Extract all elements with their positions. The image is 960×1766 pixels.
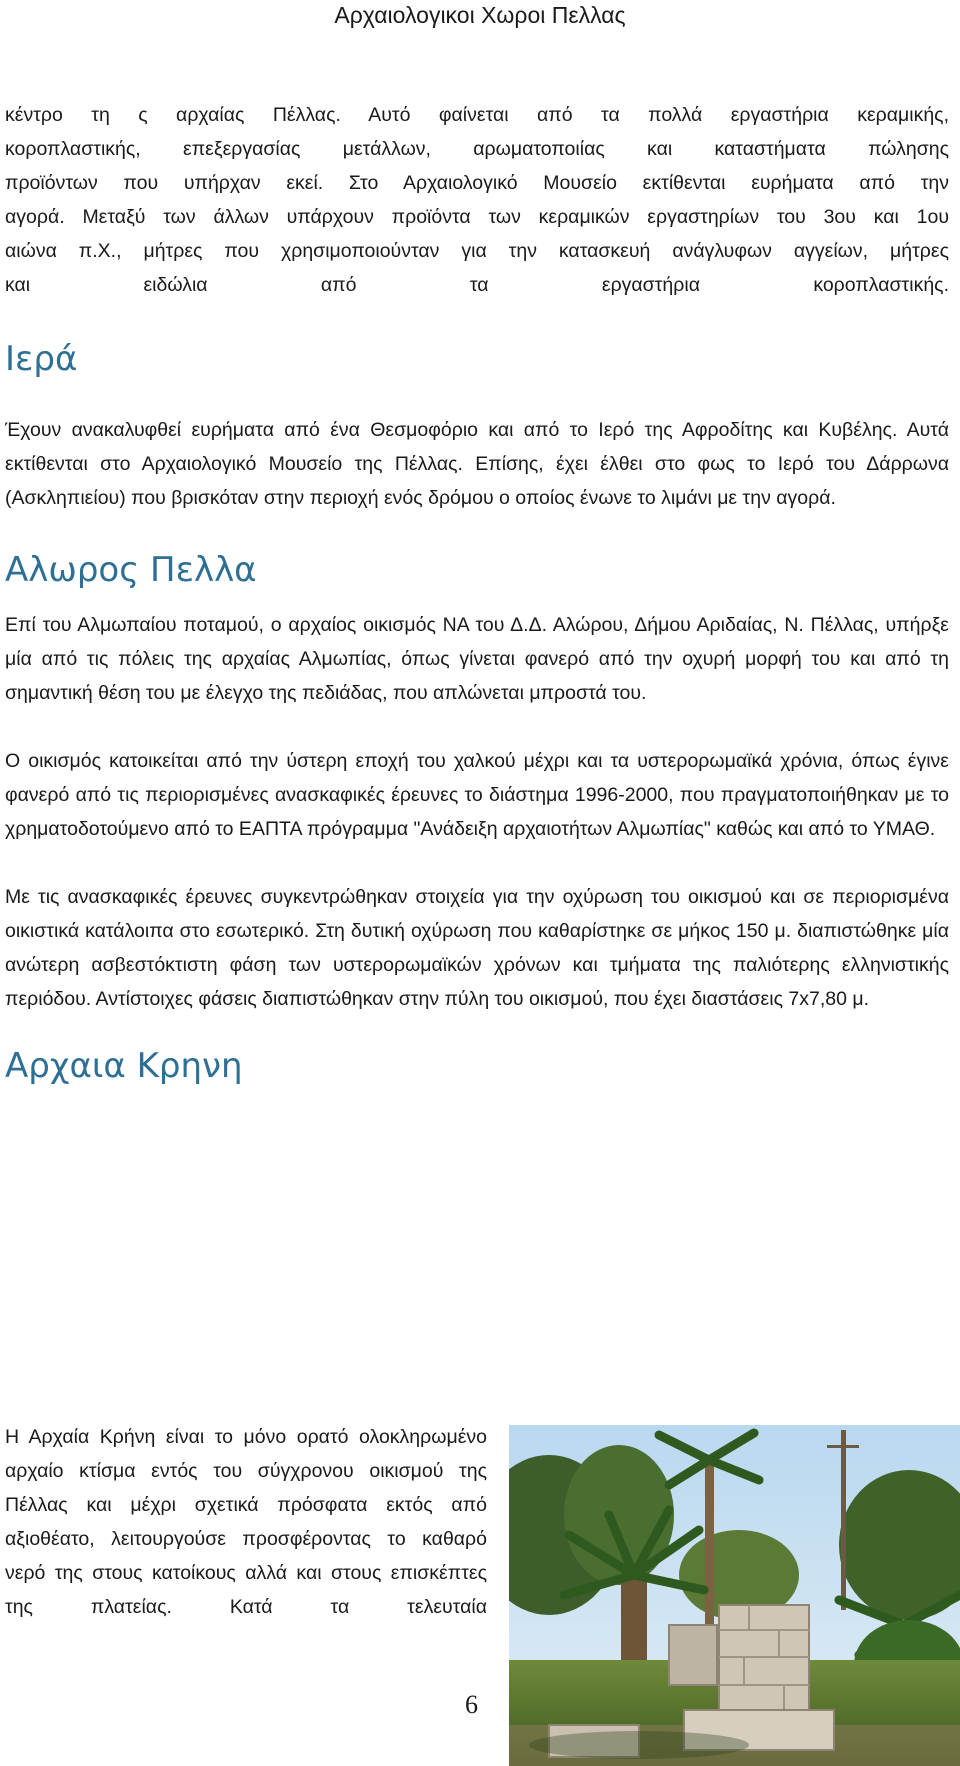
page-number: 6: [465, 1690, 478, 1719]
aloros-paragraph-1: Επί του Αλμωπαίου ποταμού, ο αρχαίος οικισμός ΝΑ του Δ.Δ. Αλώρου, Δήμου Αριδαίας, Ν. Πέλλας, υπήρξε μία από τις πόλεις της αρχαίας Αλμωπίας, όπως γίνεται φανερό από την οχυρή μορφή του και από τη σημαντική θέση του με έλεγχο της πεδιάδας, που απλώνεται μπροστά του.: [5, 614, 949, 704]
agora-paragraph: [5, 98, 949, 302]
agora-line: αιώνα π.Χ., μήτρες που χρησιμοποιούνταν για την κατασκευή ανάγλυφων αγγείων, μήτρες: [5, 240, 949, 262]
agora-line: προϊόντων που υπήρχαν εκεί. Στο Αρχαιολογικό Μουσείο εκτίθενται ευρήματα από την: [5, 172, 949, 194]
aloros-paragraph-2: Ο οικισμός κατοικείται από την ύστερη εποχή του χαλκού μέχρι και τα υστερορωμαϊκά χρόνια, όπως έγινε φανερό από τις περιορισμένες ανασκαφικές έρευνες το διάστημα 1996-2000, που πραγματοποιήθηκαν με το χρηματοδοτούμενο από το ΕΑΠΤΑ πρόγραμμα "Ανάδειξη αρχαιοτήτων Αλμωπίας" καθώς και από το ΥΜΑΘ.: [5, 750, 949, 840]
agora-line: αγορά. Μεταξύ των άλλων υπάρχουν προϊόντα των κεραμικών εργαστηρίων του 3ου και 1ου: [5, 206, 949, 228]
page-content: [5, 98, 949, 1086]
ancient-fountain-photo: [509, 1425, 960, 1766]
agora-line: και ειδώλια από τα εργαστήρια κοροπλαστικής.: [5, 274, 949, 296]
agora-line: κοροπλαστικής, επεξεργασίας μετάλλων, αρωματοποιίας και καταστήματα πώλησης: [5, 138, 949, 160]
krini-paragraph: Η Αρχαία Κρήνη είναι το μόνο ορατό ολοκληρωμένο αρχαίο κτίσμα εντός του σύγχρονου οικισμού της Πέλλας και μέχρι σχετικά πρόσφατα εκτός από αξιοθέατο, λειτουργούσε προσφέροντας το καθαρό νερό της στους κατοίκους αλλά και στους επισκέπτες της πλατείας. Κατά τα τελευταία: [5, 1426, 487, 1618]
aloros-paragraph-3: Με τις ανασκαφικές έρευνες συγκεντρώθηκαν στοιχεία για την οχύρωση του οικισμού και σε περιορισμένα οικιστικά κατάλοιπα στο εσωτερικό. Στη δυτική οχύρωση που καθαρίστηκε σε μήκος 150 μ. διαπιστώθηκε μία ανώτερη ασβεστόκτιστη φάση των υστερορωμαϊκών χρόνων και τμήματα της παλιότερης ελληνιστικής περιόδου. Αντίστοιχες φάσεις διαπιστώθηκαν στην πύλη του οικισμού, που έχει διαστάσεις 7x7,80 μ.: [5, 886, 949, 1010]
running-header: Αρχαιολογικοι Χωροι Πελλας: [334, 2, 626, 28]
aloros-heading: Αλωρος Πελλα: [5, 550, 257, 590]
iera-heading: Ιερά: [5, 339, 78, 379]
agora-line: κέντρο τη ς αρχαίας Πέλλας. Αυτό φαίνεται από τα πολλά εργαστήρια κεραμικής,: [5, 104, 949, 126]
iera-paragraph: Έχουν ανακαλυφθεί ευρήματα από ένα Θεσμοφόριο και από το Ιερό της Αφροδίτης και Κυβέλης. Αυτά εκτίθενται στο Αρχαιολογικό Μουσείο της Πέλλας. Επίσης, έχει έλθει στο φως το Ιερό του Δάρρωνα (Ασκληπιείου) που βρισκόταν στην περιοχή ενός δρόμου ο οποίος ένωνε το λιμάνι με την αγορά.: [5, 419, 949, 509]
krini-heading: Αρχαια Κρηνη: [5, 1046, 243, 1086]
